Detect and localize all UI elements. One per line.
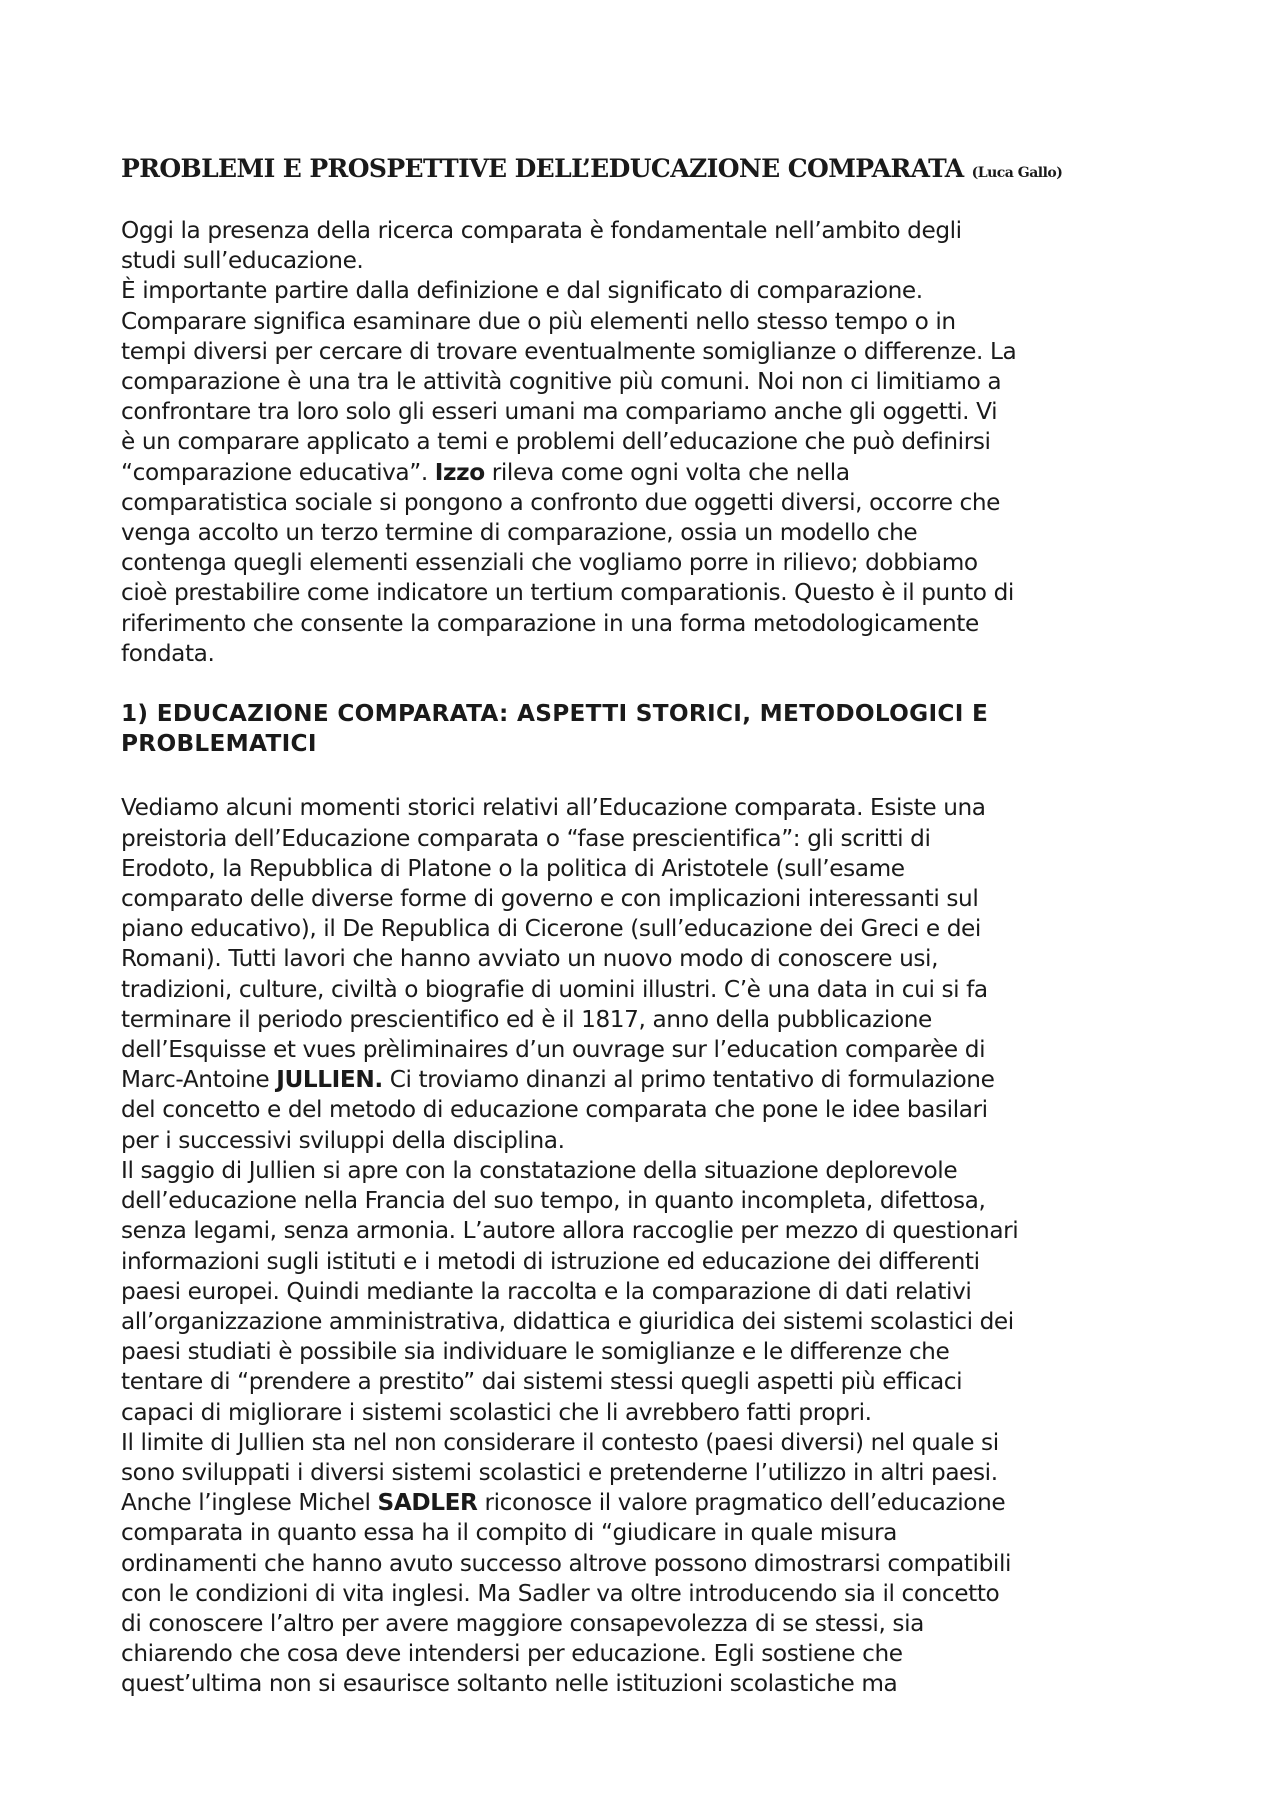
history-text-part-2: Ci troviamo dinanzi al primo tentativo di formulazione del concetto e del metodo di educazione comparata che pone le idee basilari per i successivi sviluppi della disciplina. Il saggio di Jullien si apre con la constatazione della situazione deplorevole dell’educazione nella Francia del suo tempo, in quanto incompleta, difettosa, senza legami, senza armonia. L’autore allora raccoglie per mezzo di questionari informazioni sugli istituti e i metodi di istruzione ed educazione dei differenti paesi europei. Quindi mediante la raccolta e la comparazione di dati relativi all’organizzazione amministrativa, didattica e giuridica dei sistemi scolastici dei paesi studiati è possibile sia individuare le somiglianze e le differenze che tentare di “prendere a prestito” dai sistemi stessi quegli aspetti più efficaci capaci di migliorare i sistemi scolastici che li avrebbero fatti propri. Il limite di Jullien sta nel non considerare il contesto (paesi diversi) nel quale si sono sviluppati i diversi sistemi scolastici e pretenderne l’utilizzo in altri paesi. Anche l’inglese Michel (121, 1066, 1019, 1517)
history-text-part-1: Vediamo alcuni momenti storici relativi all’Educazione comparata. Esiste una preistoria dell’Educazione comparata o “fase prescientifica”: gli scritti di Erodoto, la Repubblica di Platone o la politica di Aristotele (sull’esame comparato delle diverse forme di governo e con implicazioni interessanti sul piano educativo), il De Republica di Cicerone (sull’educazione dei Greci e dei Romani). Tutti lavori che hanno avviato un nuovo modo di conoscere usi, tradizioni, culture, civiltà o biografie di uomini illustri. C’è una data in cui si fa terminare il periodo prescientifico ed è il 1817, anno della pubblicazione dell’Esquisse et vues prèliminaires d’un ouvrage sur l’education comparèe di Marc-Antoine (121, 794, 988, 1094)
author-name-jullien: JULLIEN. (276, 1066, 383, 1094)
author-name-izzo: Izzo (434, 458, 485, 486)
history-paragraph (121, 793, 1171, 1699)
author-name-sadler: SADLER (377, 1489, 478, 1517)
author-credit: (Luca Gallo) (971, 165, 1063, 181)
document-title (121, 150, 1171, 192)
intro-paragraph (121, 216, 1171, 669)
intro-text-part-1: Oggi la presenza della ricerca comparata è fondamentale nell’ambito degli studi sull’educazione. È importante partire dalla definizione e dal significato di comparazione. Comparare significa esaminare due o più elementi nello stesso tempo o in tempi diversi per cercare di trovare eventualmente somiglianze o differenze. La comparazione è una tra le attività cognitive più comuni. Noi non ci limitiamo a confrontare tra loro solo gli esseri umani ma compariamo anche gli oggetti. Vi è un comparare applicato a temi e problemi dell’educazione che può definirsi “comparazione educativa”. (121, 217, 1017, 486)
document-body (121, 150, 1171, 1700)
intro-text-part-2: rileva come ogni volta che nella comparatistica sociale si pongono a confronto due oggetti diversi, occorre che venga accolto un terzo termine di comparazione, ossia un modello che contenga quegli elementi essenziali che vogliamo porre in rilievo; dobbiamo cioè prestabilire come indicatore un tertium comparationis. Questo è il punto di riferimento che consente la comparazione in una forma metodologicamente fondata. (121, 458, 1014, 667)
section-1-heading: 1) EDUCAZIONE COMPARATA: ASPETTI STORICI, METODOLOGICI E PROBLEMATICI (121, 700, 989, 758)
title-text: PROBLEMI E PROSPETTIVE DELL’EDUCAZIONE COMPARATA (121, 154, 964, 183)
history-text-part-3: riconosce il valore pragmatico dell’educazione comparata in quanto essa ha il compito di “giudicare in quale misura ordinamenti che hanno avuto successo altrove possono dimostrarsi compatibili con le condizioni di vita inglesi. Ma Sadler va oltre introducendo sia il concetto di conoscere l’altro per avere maggiore consapevolezza di se stessi, sia chiarendo che cosa deve intendersi per educazione. Egli sostiene che quest’ultima non si esaurisce soltanto nelle istituzioni scolastiche ma (121, 1489, 1012, 1698)
